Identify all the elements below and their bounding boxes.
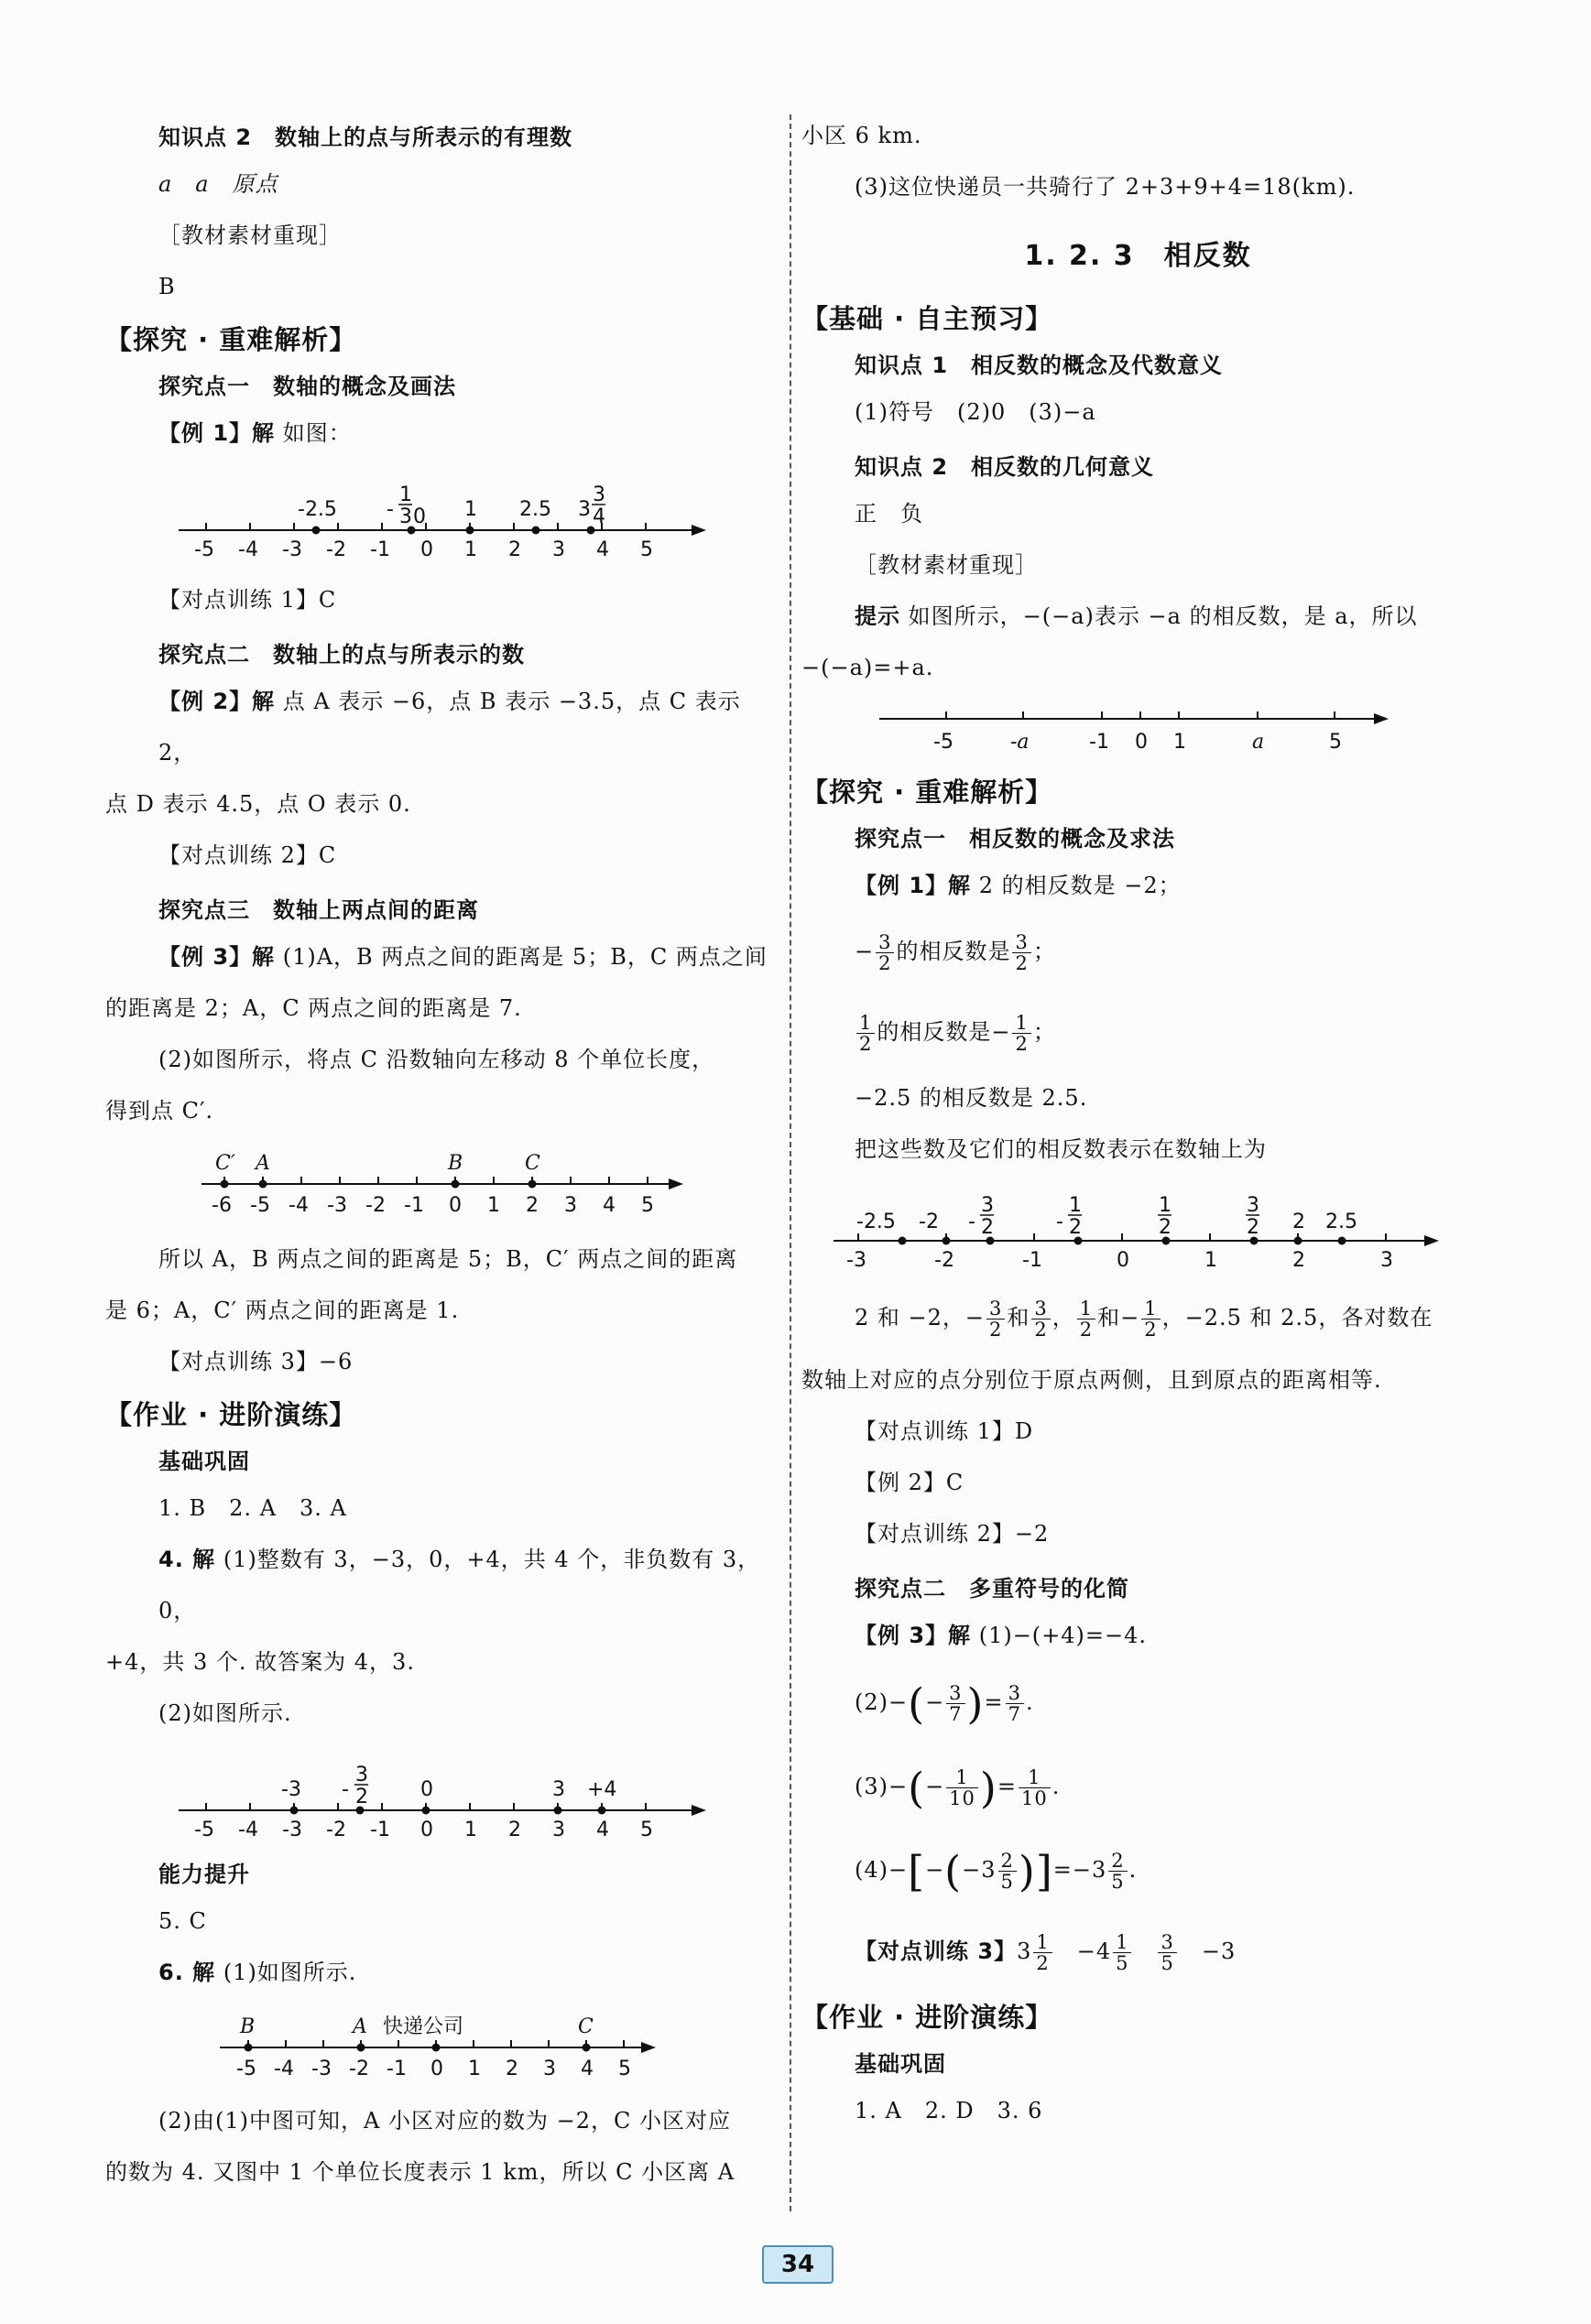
- text: 的相反数是: [877, 1019, 992, 1045]
- point: [357, 2044, 365, 2052]
- hint-text: 如图所示，−(−a)表示 −a 的相反数，是 a，所以: [908, 603, 1418, 629]
- point: [583, 2044, 591, 2052]
- tick-label: -3: [282, 538, 302, 561]
- point-label: 3: [981, 1194, 994, 1217]
- tick-label: 3: [1380, 1249, 1393, 1272]
- text: ；: [1032, 1019, 1056, 1045]
- point-label: 2.5: [519, 498, 551, 521]
- tick-label: -6: [212, 1194, 232, 1217]
- tick-label: 5: [640, 538, 653, 561]
- tick-label: 5: [641, 1194, 654, 1217]
- tick-label: -5: [236, 2058, 256, 2080]
- explore-point-2-title: 探究点二 数轴上的点与所表示的数: [158, 642, 525, 668]
- q4-text: (1)整数有 3，−3，0，+4，共 4 个，非负数有 3，0，: [158, 1547, 761, 1624]
- tick-label: -3: [327, 1194, 347, 1217]
- left-column: [105, 110, 779, 2198]
- tick-label: 1: [1204, 1249, 1217, 1272]
- example-1: [855, 860, 1475, 911]
- point: [312, 527, 321, 535]
- example-1-text: 如图：: [282, 420, 352, 446]
- tick-label: -4: [289, 1194, 309, 1217]
- tick-label: a: [1252, 731, 1265, 754]
- example-1-line4: −2.5 的相反数是 2.5.: [855, 1085, 1088, 1111]
- point-label: B: [448, 1152, 463, 1175]
- point-label: 3: [355, 1764, 368, 1786]
- tick-label: -1: [387, 2058, 407, 2080]
- point-label: C′: [215, 1152, 235, 1175]
- example-3-text: (1)A，B 两点之间的距离是 5；B，C 两点之间: [282, 944, 768, 970]
- q6-part3: (3)这位快递员一共骑行了 2+3+9+4=18(km).: [855, 174, 1356, 200]
- point-label: 1: [464, 498, 477, 521]
- text: 和: [1097, 1305, 1121, 1330]
- example-2-text: 点 A 表示 −6，点 B 表示 −3.5，点 C 表示 2，: [158, 689, 741, 766]
- point-label: -: [342, 1778, 349, 1801]
- number-line-5: [801, 699, 1475, 763]
- tick-label: 1: [487, 1194, 500, 1217]
- column-divider: [790, 114, 791, 2211]
- tick-label: -2: [934, 1249, 954, 1272]
- point: [221, 1180, 229, 1189]
- tick-label: 2: [508, 538, 521, 561]
- tick-label: -1: [1089, 731, 1109, 754]
- point-label: -: [1056, 1211, 1063, 1233]
- explore-section-title: 【探究 · 重难解析】: [105, 324, 357, 355]
- example-3-text: (1)−(+4)=−4.: [978, 1623, 1148, 1648]
- point-label: 1: [399, 483, 412, 506]
- point: [1294, 1237, 1302, 1245]
- tick-label: -5: [194, 1819, 214, 1841]
- tick-label: 1: [468, 2058, 481, 2080]
- example-2: [158, 676, 779, 778]
- tick-label: 1: [464, 538, 477, 561]
- q4-cont: +4，共 3 个. 故答案为 4，3.: [105, 1649, 415, 1675]
- tick-label: -1: [370, 1819, 390, 1841]
- point: [943, 1237, 951, 1245]
- point-label: 3: [593, 483, 605, 506]
- training-1: 【对点训练 1】D: [855, 1418, 1034, 1444]
- tick-label: -2: [349, 2058, 369, 2080]
- point-label: C: [578, 2015, 594, 2038]
- textbook-label: ［教材素材重现］: [158, 223, 342, 248]
- training-1: 【对点训练 1】C: [158, 587, 337, 613]
- example-3: [158, 931, 779, 983]
- point: [554, 1807, 562, 1815]
- minus-sign: −: [964, 1305, 986, 1330]
- point-label: B: [240, 2015, 256, 2038]
- minus-sign: −: [991, 1019, 1011, 1045]
- point-label: 4: [593, 505, 605, 528]
- tick-label: -4: [238, 538, 258, 561]
- example-3-conclusion: 所以 A，B 两点之间的距离是 5；B，C′ 两点之间的距离: [158, 1246, 738, 1272]
- point-label: 1: [1159, 1194, 1171, 1217]
- point-label: 0: [420, 1778, 433, 1801]
- pairs-line: [855, 1281, 1475, 1354]
- point-label: -3: [281, 1778, 301, 1801]
- tick-label: 2: [506, 2058, 518, 2080]
- number-line-4: [105, 2004, 779, 2086]
- example-3: [855, 1610, 1475, 1661]
- fraction: $\frac{1}{2}$: [856, 1013, 875, 1054]
- example-1-text: 2 的相反数是 −2；: [978, 873, 1182, 898]
- fraction: $\frac{3}{2}$: [876, 932, 894, 973]
- example-1-label: 【例 1】解: [158, 420, 276, 446]
- point-label: 2: [1247, 1216, 1259, 1239]
- point: [532, 527, 540, 535]
- example-3-part2-cont: 得到点 C′.: [105, 1098, 214, 1124]
- tick-label: 4: [596, 1819, 609, 1841]
- tick-label: 2: [1292, 1249, 1305, 1272]
- q6-part2: (2)由(1)中图可知，A 小区对应的数为 −2，C 小区对应: [158, 2108, 731, 2134]
- tick-label: 1: [1173, 731, 1186, 754]
- tick-label: -3: [846, 1249, 866, 1272]
- q4-part2: (2)如图所示.: [158, 1700, 292, 1726]
- homework-section-title: 【作业 · 进阶演练】: [105, 1399, 357, 1430]
- text: 2 和 −2，: [855, 1305, 965, 1330]
- tick-label: -5: [250, 1194, 270, 1217]
- training-2: 【对点训练 2】C: [158, 842, 337, 868]
- number-line-1: [105, 464, 779, 565]
- question-4: [158, 1534, 779, 1636]
- example-3-part3: (3)−(− $\frac{1}{10}$ )= $\frac{1}{10}$ .: [855, 1763, 1061, 1812]
- fraction: $\frac{1}{2}$: [1141, 1298, 1160, 1340]
- point-label: 2.5: [1325, 1211, 1357, 1233]
- tick-label: 2: [508, 1819, 521, 1841]
- tick-label: 3: [552, 1819, 565, 1841]
- example-1-line2: [855, 911, 1475, 992]
- example-3-part2: (2)如图所示，将点 C 沿数轴向左移动 8 个单位长度，: [158, 1047, 715, 1072]
- q6-part2-end: 小区 6 km.: [801, 123, 922, 148]
- tick-label: -2: [326, 538, 346, 561]
- tick-label: 5: [618, 2058, 631, 2080]
- point: [466, 527, 474, 535]
- knowledge-point-2-title: 知识点 2 数轴上的点与所表示的有理数: [158, 125, 573, 150]
- point: [432, 2044, 441, 2052]
- fraction: $\frac{3}{2}$: [1031, 1298, 1050, 1340]
- example-3-label: 【例 3】解: [855, 1623, 972, 1648]
- tick-label: 4: [581, 2058, 594, 2080]
- knowledge-point-1-title: 知识点 1 相反数的概念及代数意义: [855, 353, 1224, 378]
- fraction: $\frac{3}{2}$: [986, 1298, 1005, 1340]
- fraction: $\frac{1}{2}$: [1077, 1298, 1095, 1340]
- text: ，: [1052, 1305, 1075, 1330]
- explore-section-title: 【探究 · 重难解析】: [801, 776, 1053, 808]
- point-label: -2.5: [856, 1211, 896, 1233]
- point-label: 3: [552, 1778, 565, 1801]
- q4-label: 4. 解: [158, 1547, 216, 1572]
- ability-title: 能力提升: [158, 1862, 250, 1887]
- basic-title: 基础巩固: [855, 2050, 946, 2077]
- homework-section-title: 【作业 · 进阶演练】: [801, 2001, 1053, 2033]
- point-label: A: [353, 2015, 367, 2038]
- tick-label: 0: [420, 1819, 433, 1841]
- training-3: 【对点训练 3】3 $\frac{1}{2}$ −4 $\frac{1}{5}$ $\frac{3}{5}$ −3: [855, 1930, 1237, 1974]
- training-3: 【对点训练 3】−6: [158, 1349, 354, 1374]
- point-label: 2: [981, 1216, 994, 1239]
- example-3-conclusion-cont: 是 6；A，C′ 两点之间的距离是 1.: [105, 1298, 460, 1323]
- axis1-ticks: [206, 523, 646, 530]
- point: [598, 1807, 606, 1815]
- text: ；: [1032, 939, 1056, 964]
- right-column: [801, 110, 1475, 2136]
- minus-sign: −: [1120, 1305, 1140, 1330]
- example-1-line3: [855, 992, 1475, 1072]
- example-3-cont: 的距离是 2；A，C 两点之间的距离是 7.: [105, 995, 522, 1021]
- kp2-answer: a a 原点: [158, 171, 278, 197]
- example-1: [158, 407, 779, 459]
- question-5: 5. C: [158, 1908, 207, 1934]
- point: [245, 2044, 253, 2052]
- point-label: -: [387, 498, 394, 521]
- tick-label: 4: [603, 1194, 616, 1217]
- text: 的相反数是: [896, 939, 1011, 964]
- example-3-part4: (4)−[−(−3 $\frac{2}{5}$ )]=−3 $\frac{2}{5}$ .: [855, 1846, 1138, 1896]
- tick-label: 2: [526, 1194, 539, 1217]
- point-label: +4: [587, 1778, 617, 1801]
- basic-title: 基础巩固: [158, 1449, 250, 1474]
- preview-section-title: 【基础 · 自主预习】: [801, 303, 1053, 334]
- point: [529, 1180, 537, 1189]
- point-label: C: [525, 1152, 540, 1175]
- text: ，−2.5 和 2.5，各对数在: [1161, 1305, 1433, 1330]
- tick-label: -3: [311, 2058, 332, 2080]
- tick-label: -5: [933, 731, 954, 754]
- point: [290, 1807, 299, 1815]
- tick-label: -1: [404, 1194, 424, 1217]
- tick-label: -4: [238, 1819, 258, 1841]
- tick-label: 3: [543, 2058, 556, 2080]
- point: [899, 1237, 907, 1245]
- q6-part2-cont: 的数为 4. 又图中 1 个单位长度表示 1 km，所以 C 小区离 A: [105, 2159, 736, 2185]
- tick-label: -2: [326, 1819, 346, 1841]
- point-label: 1: [1069, 1194, 1082, 1217]
- point-label: 0: [413, 505, 426, 528]
- tick-label: -2: [365, 1194, 386, 1217]
- point-label: 3: [399, 505, 412, 528]
- knowledge-point-2-title: 知识点 2 相反数的几何意义: [855, 454, 1155, 480]
- tick-label: 5: [640, 1819, 653, 1841]
- tick-label: -a: [1010, 731, 1030, 754]
- point-label: -2.5: [298, 498, 337, 521]
- section-subtitle: 1. 2. 3 相反数: [1024, 240, 1252, 272]
- tick-label: 4: [596, 538, 609, 561]
- hint-cont: −(−a)=+a.: [801, 655, 934, 680]
- minus-sign: −: [855, 939, 875, 964]
- example-3-label: 【例 3】解: [158, 944, 276, 970]
- example-2: 【例 2】C: [855, 1470, 964, 1495]
- point-label: 3: [578, 498, 591, 521]
- fraction: $\frac{1}{2}$: [1012, 1013, 1030, 1054]
- point-label: 快递公司: [383, 2015, 464, 2038]
- tick-label: -1: [1022, 1249, 1042, 1272]
- tick-label: 0: [420, 538, 433, 561]
- point: [452, 1180, 460, 1189]
- example-3-part2: (2)−(− $\frac{3}{7}$ )= $\frac{3}{7}$ .: [855, 1678, 1034, 1729]
- textbook-answer: B: [158, 274, 176, 299]
- hint: [855, 591, 1475, 642]
- tick-label: 0: [449, 1194, 462, 1217]
- example-2-label: 【例 2】解: [158, 689, 276, 714]
- tick-label: 5: [1329, 731, 1342, 754]
- point: [259, 1180, 267, 1189]
- point-label: 3: [1247, 1194, 1259, 1217]
- number-line-3: [105, 1744, 779, 1845]
- explore-point-3-title: 探究点三 数轴上两点间的距离: [158, 897, 479, 923]
- example-2-cont: 点 D 表示 4.5，点 O 表示 0.: [105, 791, 411, 817]
- point-label: 2: [1069, 1216, 1082, 1239]
- point-label: -: [968, 1211, 975, 1233]
- kp2-answer: 正 负: [855, 501, 923, 527]
- tick-label: 0: [1135, 731, 1148, 754]
- pairs-cont: 数轴上对应的点分别位于原点两侧，且到原点的距离相等.: [801, 1367, 1382, 1393]
- text: 和: [1007, 1305, 1030, 1330]
- tick-label: 0: [1117, 1249, 1129, 1272]
- point: [1338, 1237, 1346, 1245]
- tick-label: 1: [464, 1819, 477, 1841]
- tick-label: -4: [274, 2058, 294, 2080]
- point-label: 2: [1292, 1211, 1305, 1233]
- textbook-label: ［教材素材重现］: [855, 552, 1038, 578]
- kp1-answer: (1)符号 (2)0 (3)−a: [855, 399, 1096, 425]
- explore-point-1-title: 探究点一 数轴的概念及画法: [158, 374, 456, 399]
- tick-label: 0: [430, 2058, 443, 2080]
- question-6: [158, 1947, 779, 1998]
- page-number: 34: [762, 2245, 834, 2284]
- tick-label: 3: [552, 538, 565, 561]
- q6-label: 6. 解: [158, 1960, 216, 1985]
- q6-text: (1)如图所示.: [223, 1960, 357, 1985]
- explore-point-1-title: 探究点一 相反数的概念及求法: [855, 826, 1175, 852]
- fraction: $\frac{3}{2}$: [1012, 932, 1030, 973]
- number-line-2: [105, 1142, 779, 1224]
- point: [422, 1807, 430, 1815]
- hint-label: 提示: [855, 603, 900, 629]
- tick-label: -5: [194, 538, 214, 561]
- tick-label: -1: [370, 538, 390, 561]
- point-label: 2: [355, 1786, 368, 1808]
- point-label: -2: [919, 1211, 939, 1233]
- tick-label: 3: [564, 1194, 577, 1217]
- basic-answers: 1. B 2. A 3. A: [158, 1495, 347, 1521]
- explore-point-2-title: 探究点二 多重符号的化简: [855, 1576, 1129, 1602]
- point-label: 2: [1159, 1216, 1171, 1239]
- number-line-6: [801, 1180, 1475, 1272]
- point-label: A: [256, 1152, 270, 1175]
- training-2: 【对点训练 2】−2: [855, 1521, 1050, 1547]
- example-1-line5: 把这些数及它们的相反数表示在数轴上为: [855, 1136, 1267, 1162]
- tick-label: -3: [282, 1819, 302, 1841]
- basic-answers: 1. A 2. D 3. 6: [855, 2097, 1043, 2123]
- example-1-label: 【例 1】解: [855, 873, 972, 898]
